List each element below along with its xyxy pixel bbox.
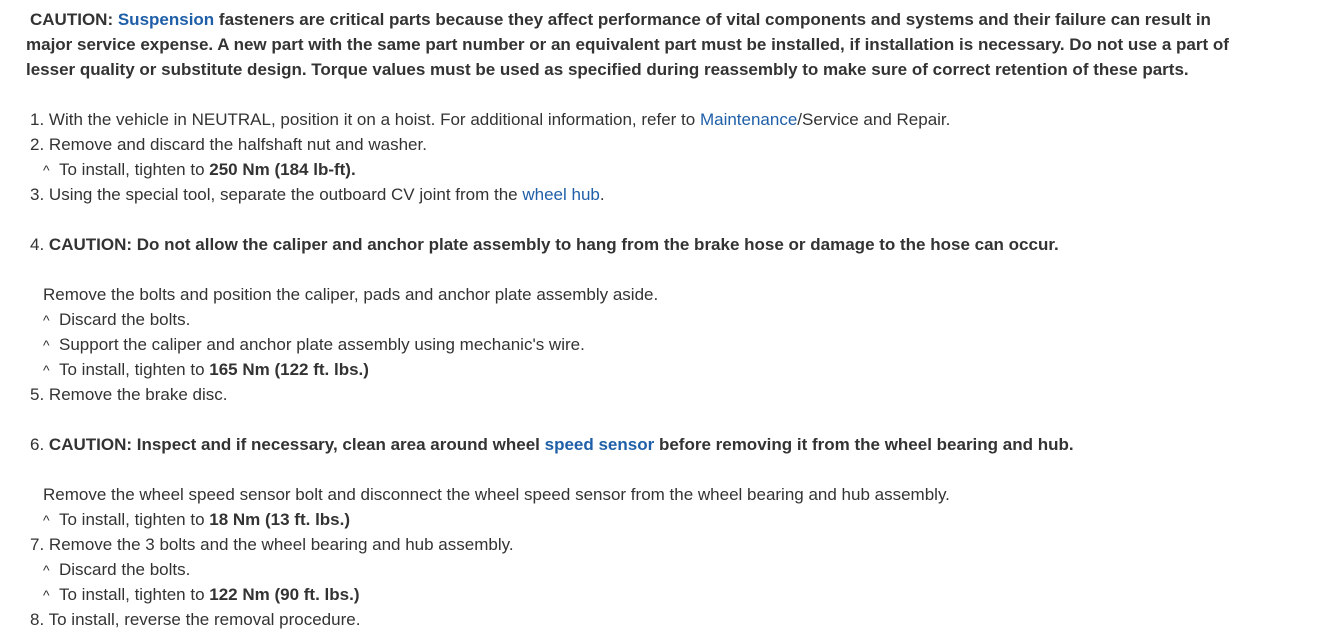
step-number: 4.: [30, 235, 45, 254]
note-text: To install, tighten to: [59, 160, 210, 179]
suspension-link[interactable]: Suspension: [117, 10, 215, 29]
step-text: Remove the 3 bolts and the wheel bearing and hub assembly.: [48, 535, 514, 554]
step-2-note: [43, 157, 356, 183]
step-text: Remove the wheel speed sensor bolt and disconnect the wheel speed sensor from the wheel bearing and hub assembly.: [43, 485, 950, 504]
note-text: Discard the bolts.: [59, 560, 191, 579]
note-text: To install, tighten to: [59, 510, 210, 529]
step-text: Using the special tool, separate the outboard CV joint from the: [48, 185, 523, 204]
step-text: Remove and discard the halfshaft nut and washer.: [48, 135, 427, 154]
step-4-note-3: [43, 357, 369, 383]
note-text: To install, tighten to: [59, 360, 210, 379]
step-4-note-2: [43, 332, 585, 358]
step-text: To install, reverse the removal procedure.: [48, 610, 361, 629]
step-2: [30, 132, 427, 157]
note-text: Discard the bolts.: [59, 310, 191, 329]
torque-value: 18 Nm (13 ft. lbs.): [209, 510, 351, 529]
speed-sensor-link[interactable]: speed sensor: [544, 435, 655, 454]
wheel-hub-link[interactable]: wheel hub: [522, 185, 600, 204]
caution-text: CAUTION: Inspect and if necessary, clean area around wheel: [48, 435, 545, 454]
caret-icon: ^: [43, 587, 50, 603]
note-text: Support the caliper and anchor plate assembly using mechanic's wire.: [59, 335, 585, 354]
step-text-tail: .: [599, 185, 605, 204]
step-number: 3.: [30, 185, 45, 204]
step-4-text: [43, 282, 658, 307]
step-6-caution: [30, 432, 1074, 457]
caution-header: [26, 7, 1256, 82]
caution-text: fasteners are critical parts because they affect performance of vital components and systems and their failure can result in major service expense. A new part with the same part number or an equivalent part must be installed, if installation is necessary. Do not use a part of lesser quality or substitute design. Torque values must be used as specified during reassembly to make sure of correct retention of these parts.: [26, 10, 1229, 79]
caret-icon: ^: [43, 362, 50, 378]
step-number: 8.: [30, 610, 45, 629]
step-3: [30, 182, 605, 207]
step-7-note-1: [43, 557, 190, 583]
step-7-note-2: [43, 582, 359, 608]
caret-icon: ^: [43, 162, 50, 178]
step-text: Remove the brake disc.: [48, 385, 228, 404]
step-text: With the vehicle in NEUTRAL, position it on a hoist. For additional information, refer to: [48, 110, 700, 129]
step-number: 5.: [30, 385, 45, 404]
maintenance-link[interactable]: Maintenance: [699, 110, 798, 129]
caution-label: CAUTION:: [30, 10, 114, 29]
step-number: 7.: [30, 535, 45, 554]
caret-icon: ^: [43, 562, 50, 578]
torque-value: 122 Nm (90 ft. lbs.): [209, 585, 360, 604]
step-7: [30, 532, 514, 557]
step-6-text: [43, 482, 950, 507]
torque-value: 250 Nm (184 lb-ft).: [209, 160, 356, 179]
step-6-note-1: [43, 507, 350, 533]
step-5: [30, 382, 228, 407]
caution-text-tail: before removing it from the wheel bearing and hub.: [654, 435, 1074, 454]
step-4-note-1: [43, 307, 190, 333]
step-number: 1.: [30, 110, 45, 129]
caution-text: CAUTION: Do not allow the caliper and anchor plate assembly to hang from the brake hose or damage to the hose can occur.: [48, 235, 1059, 254]
caret-icon: ^: [43, 337, 50, 353]
caret-icon: ^: [43, 512, 50, 528]
step-8: [30, 607, 360, 632]
step-number: 2.: [30, 135, 45, 154]
step-number: 6.: [30, 435, 45, 454]
torque-value: 165 Nm (122 ft. lbs.): [209, 360, 369, 379]
note-text: To install, tighten to: [59, 585, 210, 604]
step-text-tail: /Service and Repair.: [797, 110, 951, 129]
step-4-caution: [30, 232, 1059, 257]
caret-icon: ^: [43, 312, 50, 328]
step-1: [30, 107, 950, 132]
step-text: Remove the bolts and position the caliper, pads and anchor plate assembly aside.: [43, 285, 659, 304]
